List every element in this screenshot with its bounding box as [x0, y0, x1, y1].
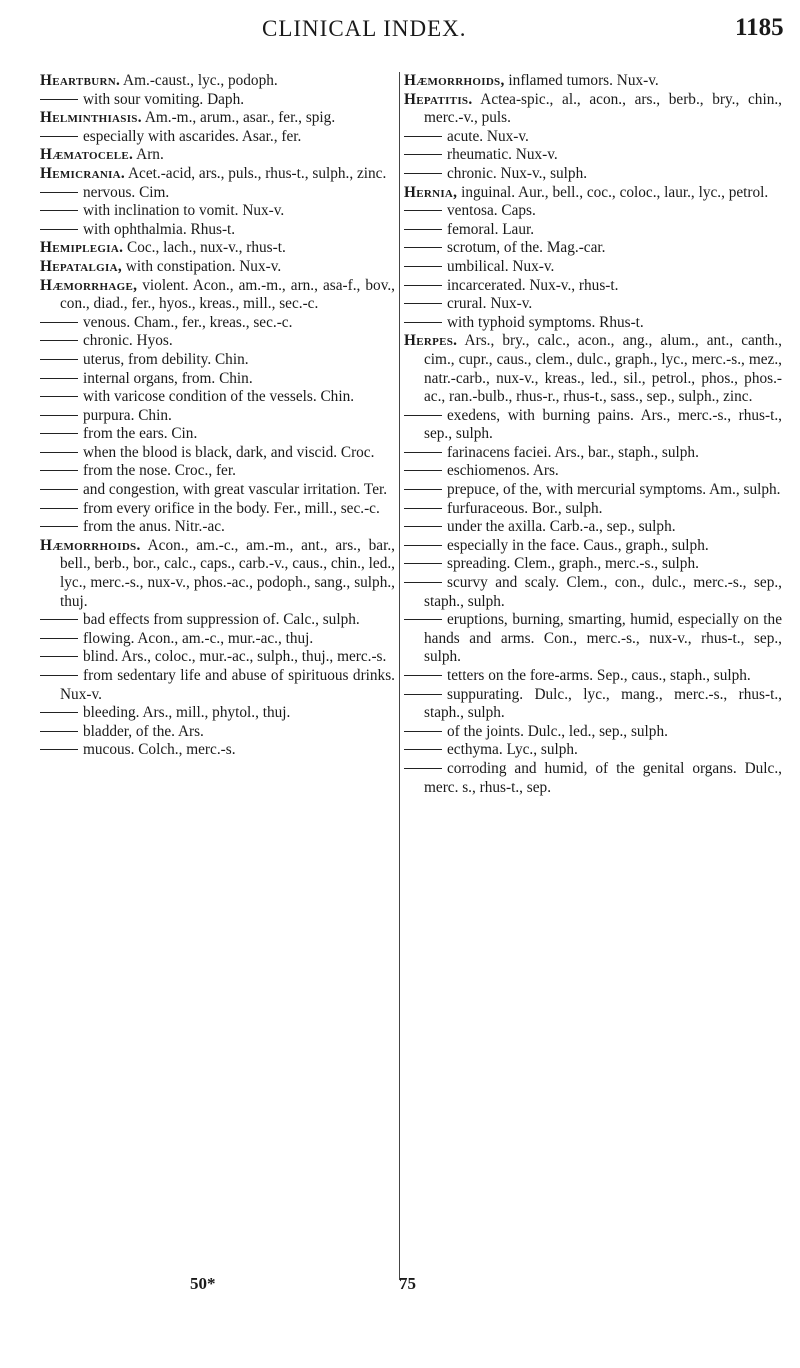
remedy-list: and congestion, with great vascular irritation. Ter.: [83, 481, 388, 499]
em-dash-rule: [40, 489, 78, 490]
em-dash-rule: [404, 285, 442, 286]
running-title: CLINICAL INDEX.: [262, 16, 467, 41]
em-dash-rule: [40, 396, 78, 397]
remedy-list: especially in the face. Caus., graph., sulph.: [447, 536, 709, 554]
em-dash-rule: [40, 470, 78, 471]
index-heading-entry: [40, 146, 395, 165]
em-dash-rule: [40, 749, 78, 750]
remedy-list: under the axilla. Carb.-a., sep., sulph.: [447, 518, 676, 536]
remedy-list: with ophthalmia. Rhus-t.: [83, 220, 236, 238]
index-heading: Hæmorrhoids.: [40, 536, 141, 554]
index-heading-entry: [404, 90, 782, 128]
index-subentry: [60, 91, 395, 110]
remedy-list: Acet.-acid, ars., puls., rhus-t., sulph., zinc.: [125, 164, 387, 182]
index-subentry: [424, 165, 782, 184]
index-heading-entry: [40, 164, 395, 184]
index-subentry: [60, 407, 395, 426]
remedy-list: ventosa. Caps.: [447, 202, 536, 220]
index-heading: Helminthiasis.: [40, 109, 142, 127]
remedy-list: from sedentary life and abuse of spirituous drinks. Nux-v.: [60, 667, 395, 703]
index-subentry: [60, 630, 395, 649]
em-dash-rule: [40, 99, 78, 100]
remedy-list: incarcerated. Nux-v., rhus-t.: [447, 276, 619, 294]
index-heading-entry: [40, 72, 395, 91]
em-dash-rule: [40, 136, 78, 137]
em-dash-rule: [404, 322, 442, 323]
em-dash-rule: [404, 154, 442, 155]
remedy-list: when the blood is black, dark, and viscid. Croc.: [83, 443, 375, 461]
printer-signature: 50*: [190, 1274, 216, 1293]
em-dash-rule: [404, 489, 442, 490]
em-dash-rule: [404, 545, 442, 546]
index-heading: Hæmorrhage,: [40, 276, 138, 294]
em-dash-rule: [404, 694, 442, 695]
remedy-list: crural. Nux-v.: [447, 295, 533, 313]
index-subentry: [60, 425, 395, 444]
remedy-list: with inclination to vomit. Nux-v.: [83, 202, 285, 220]
remedy-list: Am.-m., arum., asar., fer., spig.: [141, 109, 336, 127]
em-dash-rule: [40, 619, 78, 620]
em-dash-rule: [404, 452, 442, 453]
index-subentry: [60, 481, 395, 500]
remedy-list: eruptions, burning, smarting, humid, especially on the hands and arms. Con., merc.-s., nux-v., rhus-t., sep., sulph.: [424, 611, 782, 666]
remedy-list: bad effects from suppression of. Calc., sulph.: [83, 611, 360, 629]
index-subentry: [424, 518, 782, 537]
remedy-list: exedens, with burning pains. Ars., merc.-s., rhus-t., sep., sulph.: [424, 406, 782, 443]
em-dash-rule: [404, 247, 442, 248]
index-heading: Hemiplegia.: [40, 239, 124, 257]
index-heading-entry: [404, 183, 782, 203]
index-heading-entry: [40, 536, 395, 611]
index-heading: Hæmatocele.: [40, 146, 134, 164]
em-dash-rule: [40, 433, 78, 434]
em-dash-rule: [40, 210, 78, 211]
remedy-list: Ars., bry., calc., acon., ang., alum., ant., canth., cim., cupr., caus., clem., dulc., graph., lyc., merc.-s., mez., natr.-carb., nux-v., kreas., led., sil., petrol., phos., phos.-ac., ran.-bulb., rhus-r., rhus-t., sass., sep., sulph., zinc.: [424, 332, 782, 406]
remedy-list: of the joints. Dulc., led., sep., sulph.: [447, 722, 668, 740]
index-heading: Hernia,: [404, 183, 458, 201]
remedy-list: internal organs, from. Chin.: [83, 369, 253, 387]
em-dash-rule: [40, 359, 78, 360]
em-dash-rule: [404, 526, 442, 527]
index-subentry: [424, 277, 782, 296]
remedy-list: with typhoid symptoms. Rhus-t.: [447, 313, 644, 331]
index-subentry: [424, 258, 782, 277]
em-dash-rule: [40, 731, 78, 732]
index-subentry: [424, 723, 782, 742]
remedy-list: violent. Acon., am.-m., arn., asa-f., bov., con., diad., fer., hyos., kreas., mill., sec.-c.: [60, 276, 395, 313]
index-subentry: [60, 184, 395, 203]
index-heading-entry: [40, 257, 395, 277]
em-dash-rule: [40, 378, 78, 379]
index-subentry: [60, 462, 395, 481]
remedy-list: eschiomenos. Ars.: [447, 462, 559, 480]
em-dash-rule: [404, 229, 442, 230]
remedy-list: inguinal. Aur., bell., coc., coloc., laur., lyc., petrol.: [457, 183, 769, 201]
em-dash-rule: [40, 340, 78, 341]
index-heading: Herpes.: [404, 332, 458, 350]
index-heading-entry: [404, 332, 782, 406]
remedy-list: umbilical. Nux-v.: [447, 257, 555, 275]
index-subentry: [424, 146, 782, 165]
remedy-list: acute. Nux-v.: [447, 127, 529, 145]
running-header: [0, 12, 800, 52]
index-subentry: [424, 202, 782, 221]
index-subentry: [60, 741, 395, 760]
index-subentry: [424, 741, 782, 760]
remedy-list: bladder, of the. Ars.: [83, 722, 204, 740]
index-subentry: [424, 500, 782, 519]
index-subentry: [424, 407, 782, 444]
remedy-list: rheumatic. Nux-v.: [447, 146, 558, 164]
em-dash-rule: [40, 452, 78, 453]
remedy-list: from the ears. Cin.: [83, 425, 198, 443]
em-dash-rule: [404, 582, 442, 583]
index-heading-entry: [40, 276, 395, 314]
index-heading-entry: [404, 72, 782, 91]
remedy-list: inflamed tumors. Nux-v.: [504, 72, 659, 89]
index-subentry: [424, 128, 782, 147]
index-subentry: [60, 221, 395, 240]
index-subentry: [60, 332, 395, 351]
remedy-list: Acon., am.-c., am.-m., ant., ars., bar., bell., berb., bor., calc., caps., carb.-v., caus., chin., led., lyc., merc.-s., nux-v., phos.-ac., podoph., sang., sulph., thuj.: [60, 536, 395, 610]
index-heading: Hemicrania.: [40, 164, 126, 182]
remedy-list: with varicose condition of the vessels. Chin.: [83, 388, 355, 406]
remedy-list: with sour vomiting. Daph.: [83, 90, 245, 108]
remedy-list: chronic. Hyos.: [83, 332, 173, 350]
index-subentry: [60, 518, 395, 537]
index-heading: Hepatalgia,: [40, 257, 122, 275]
index-column-left: [40, 72, 395, 760]
index-subentry: [60, 444, 395, 463]
index-heading-entry: [40, 109, 395, 128]
em-dash-rule: [404, 731, 442, 732]
index-subentry: [60, 723, 395, 742]
remedy-list: mucous. Colch., merc.-s.: [83, 741, 236, 759]
index-subentry: [60, 648, 395, 667]
em-dash-rule: [404, 210, 442, 211]
remedy-list: bleeding. Ars., mill., phytol., thuj.: [83, 704, 291, 722]
remedy-list: blind. Ars., coloc., mur.-ac., sulph., thuj., merc.-s.: [83, 648, 387, 666]
index-subentry: [424, 667, 782, 686]
remedy-list: tetters on the fore-arms. Sep., caus., staph., sulph.: [447, 667, 751, 684]
index-subentry: [424, 221, 782, 240]
em-dash-rule: [404, 303, 442, 304]
em-dash-rule: [404, 173, 442, 174]
em-dash-rule: [40, 508, 78, 509]
em-dash-rule: [40, 192, 78, 193]
remedy-list: from every orifice in the body. Fer., mill., sec.-c.: [83, 499, 380, 517]
em-dash-rule: [40, 638, 78, 639]
index-subentry: [60, 704, 395, 723]
remedy-list: purpura. Chin.: [83, 406, 172, 424]
em-dash-rule: [404, 768, 442, 769]
em-dash-rule: [40, 229, 78, 230]
em-dash-rule: [404, 266, 442, 267]
index-heading-entry: [40, 239, 395, 258]
index-subentry: [424, 444, 782, 463]
index-subentry: [424, 239, 782, 258]
index-heading: Heartburn.: [40, 72, 121, 89]
em-dash-rule: [404, 675, 442, 676]
signature-number: 75: [399, 1274, 416, 1293]
remedy-list: suppurating. Dulc., lyc., mang., merc.-s., rhus-t., staph., sulph.: [424, 685, 782, 722]
column-divider: [399, 72, 400, 1280]
index-subentry: [424, 555, 782, 574]
index-heading: Hæmorrhoids,: [404, 72, 505, 89]
index-subentry: [424, 574, 782, 611]
index-subentry: [60, 611, 395, 630]
index-subentry: [424, 462, 782, 481]
page-number: 1185: [735, 14, 784, 41]
em-dash-rule: [40, 675, 78, 676]
index-subentry: [60, 370, 395, 389]
remedy-list: corroding and humid, of the genital organs. Dulc., merc. s., rhus-t., sep.: [424, 759, 782, 796]
index-subentry: [424, 760, 782, 797]
remedy-list: chronic. Nux-v., sulph.: [447, 164, 588, 182]
remedy-list: uterus, from debility. Chin.: [83, 350, 249, 368]
remedy-list: especially with ascarides. Asar., fer.: [83, 127, 302, 145]
em-dash-rule: [40, 712, 78, 713]
remedy-list: from the anus. Nitr.-ac.: [83, 518, 225, 536]
remedy-list: scrotum, of the. Mag.-car.: [447, 239, 606, 257]
remedy-list: flowing. Acon., am.-c., mur.-ac., thuj.: [83, 629, 314, 647]
remedy-list: scurvy and scaly. Clem., con., dulc., merc.-s., sep., staph., sulph.: [424, 574, 782, 610]
remedy-list: venous. Cham., fer., kreas., sec.-c.: [83, 313, 293, 331]
em-dash-rule: [404, 749, 442, 750]
index-subentry: [60, 202, 395, 221]
index-subentry: [60, 388, 395, 407]
remedy-list: Coc., lach., nux-v., rhus-t.: [123, 239, 286, 257]
index-column-right: [404, 72, 782, 797]
remedy-list: prepuce, of the, with mercurial symptoms. Am., sulph.: [447, 481, 781, 499]
em-dash-rule: [40, 415, 78, 416]
index-subentry: [424, 295, 782, 314]
remedy-list: furfuraceous. Bor., sulph.: [447, 499, 603, 517]
em-dash-rule: [404, 619, 442, 620]
em-dash-rule: [404, 415, 442, 416]
remedy-list: spreading. Clem., graph., merc.-s., sulph.: [447, 555, 699, 573]
index-subentry: [424, 314, 782, 333]
index-subentry: [424, 611, 782, 667]
index-subentry: [60, 351, 395, 370]
em-dash-rule: [404, 136, 442, 137]
index-subentry: [60, 500, 395, 519]
index-subentry: [424, 481, 782, 500]
index-subentry: [60, 314, 395, 333]
remedy-list: Arn.: [133, 146, 164, 164]
remedy-list: farinacens faciei. Ars., bar., staph., sulph.: [447, 443, 699, 461]
remedy-list: Am.-caust., lyc., podoph.: [120, 72, 278, 89]
remedy-list: with constipation. Nux-v.: [121, 257, 282, 275]
em-dash-rule: [404, 470, 442, 471]
em-dash-rule: [40, 322, 78, 323]
remedy-list: ecthyma. Lyc., sulph.: [447, 741, 578, 759]
index-heading: Hepatitis.: [404, 90, 473, 108]
remedy-list: nervous. Cim.: [83, 183, 170, 201]
em-dash-rule: [40, 656, 78, 657]
em-dash-rule: [404, 508, 442, 509]
index-subentry: [424, 537, 782, 556]
remedy-list: from the nose. Croc., fer.: [83, 462, 236, 480]
index-subentry: [424, 686, 782, 723]
em-dash-rule: [404, 563, 442, 564]
index-subentry: [60, 128, 395, 147]
remedy-list: Actea-spic., al., acon., ars., berb., bry., chin., merc.-v., puls.: [424, 90, 782, 127]
remedy-list: femoral. Laur.: [447, 220, 535, 238]
index-subentry: [60, 667, 395, 704]
em-dash-rule: [40, 526, 78, 527]
